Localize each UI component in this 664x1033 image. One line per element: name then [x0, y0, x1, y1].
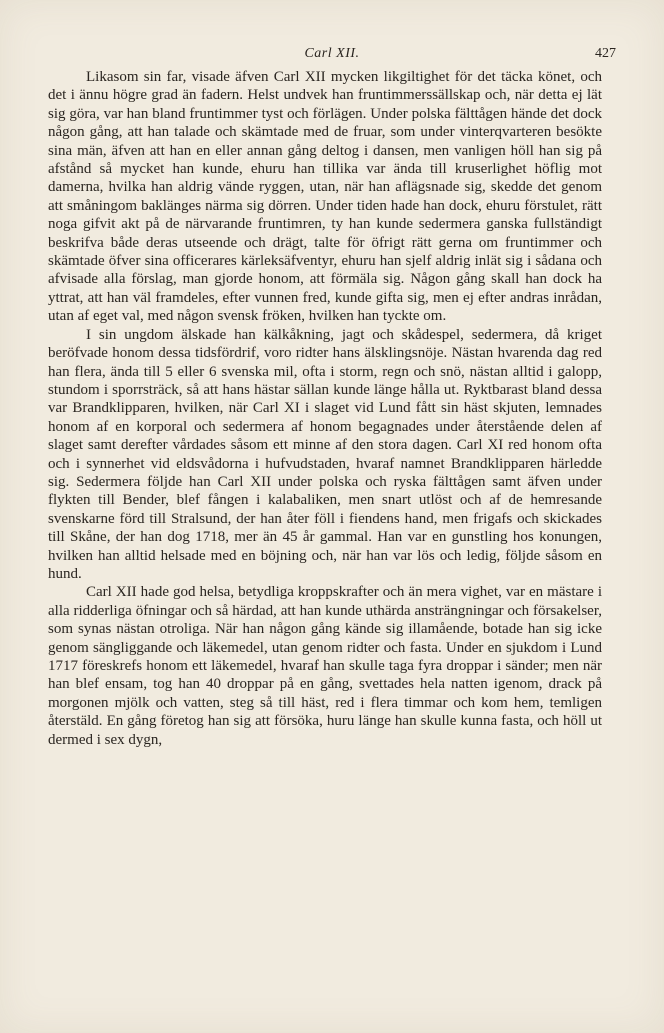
paragraph: I sin ungdom älskade han kälkåkning, jagt och skådespel, sedermera, då kriget beröfvade honom dessa tidsfördrif, voro ridter hans älsklingsnöje. Nästan hvarenda dag red han flera, ända till 5 eller 6 svenska mil, ofta i storm, regn och snö, nästan alltid i galopp, stundom i sporrsträck, så att hans hästar sällan kunde länge hålla ut. Ryktbarast bland dessa var Brandklipparen, hvilken, när Carl XI i slaget vid Lund fått sin häst skjuten, lemnades honom af en korporal och sedermera af honom begagnades under återstående delen af slaget samt derefter vårdades såsom ett minne af den stora dagen. Carl XI red honom ofta och i synnerhet vid eldsvådorna i hufvudstaden, hvaraf namnet Brandklipparen härledde sig. Sedermera följde han Carl XII under polska och ryska fälttågen samt äfven under flykten till Bender, blef fången i kalabaliken, men snart utlöst och af de hemresande svenskarne förd till Stralsund, der han åter föll i fiendens hand, men frigafs och skickades till Skåne, der han dog 1718, mer än 45 år gammal. Han var en gunstling hos konungen, hvilken han alltid helsade med en böjning och, när han var lös och ledig, följde såsom en hund. — [48, 326, 602, 582]
running-head: Carl XII. — [304, 46, 360, 61]
page-number: 427 — [595, 46, 616, 61]
paragraph: Likasom sin far, visade äfven Carl XII mycken likgiltighet för det täcka könet, och det i ännu högre grad än fadern. Helst undvek han fruntimmerssällskap och, när detta ej lät sig göra, var han bland fruntimmer tyst och förlägen. Under polska fälttågen hände det dock någon gång, att han talade och skämtade med de fruar, som under vinterqvarteren besökte sina män, äfven att han en eller annan gång deltog i dansen, men vanligen höll han sig på afstånd så mycket han kunde, ehuru han tillika var ända till kruserlighet höflig mot damerna, hvilka han aldrig vände ryggen, utan, när han aflägsnade sig, skedde det genom att småningom baklänges närma sig dörren. Under tiden hade han dock, ehuru förstulet, rätt noga gifvit akt på de närvarande fruntimren, ty han kunde sedermera ganska fullständigt beskrifva både deras utseende och drägt, talte för öfrigt rätt gerna om fruntimmer och skämtade öfver sina officerares kärleksäfventyr, ehuru han sjelf aldrig inlät sig i sådana och afvisade alla förslag, man gjorde honom, att förmäla sig. Någon gång skall han dock ha yttrat, att han väl framdeles, efter vunnen fred, kunde gifta sig, men ej efter andras inrådan, utan af eget val, med någon svensk fröken, hvilken han tyckte om. — [48, 69, 602, 325]
page-header — [48, 46, 616, 68]
body-text — [48, 68, 602, 749]
paragraph: Carl XII hade god helsa, betydliga kroppskrafter och än mera vighet, var en mästare i alla ridderliga öfningar och så härdad, att han kunde uthärda ansträngningar och försakelser, som synas nästan otroliga. När han någon gång kände sig illamående, botade han sig icke genom sängliggande och läkemedel, utan genom ridter och fasta. Under en sjukdom i Lund 1717 föreskrefs honom ett läkemedel, hvaraf han skulle taga fyra droppar i sänder; men när han blef ensam, tog han 40 droppar på en gång, svettades hela natten igenom, drack på morgonen mjölk och vatten, steg så till häst, red i flera timmar och kom hem, temligen återstäld. En gång företog han sig att försöka, huru länge han skulle kunna fasta, och höll ut dermed i sex dygn, — [48, 584, 602, 748]
